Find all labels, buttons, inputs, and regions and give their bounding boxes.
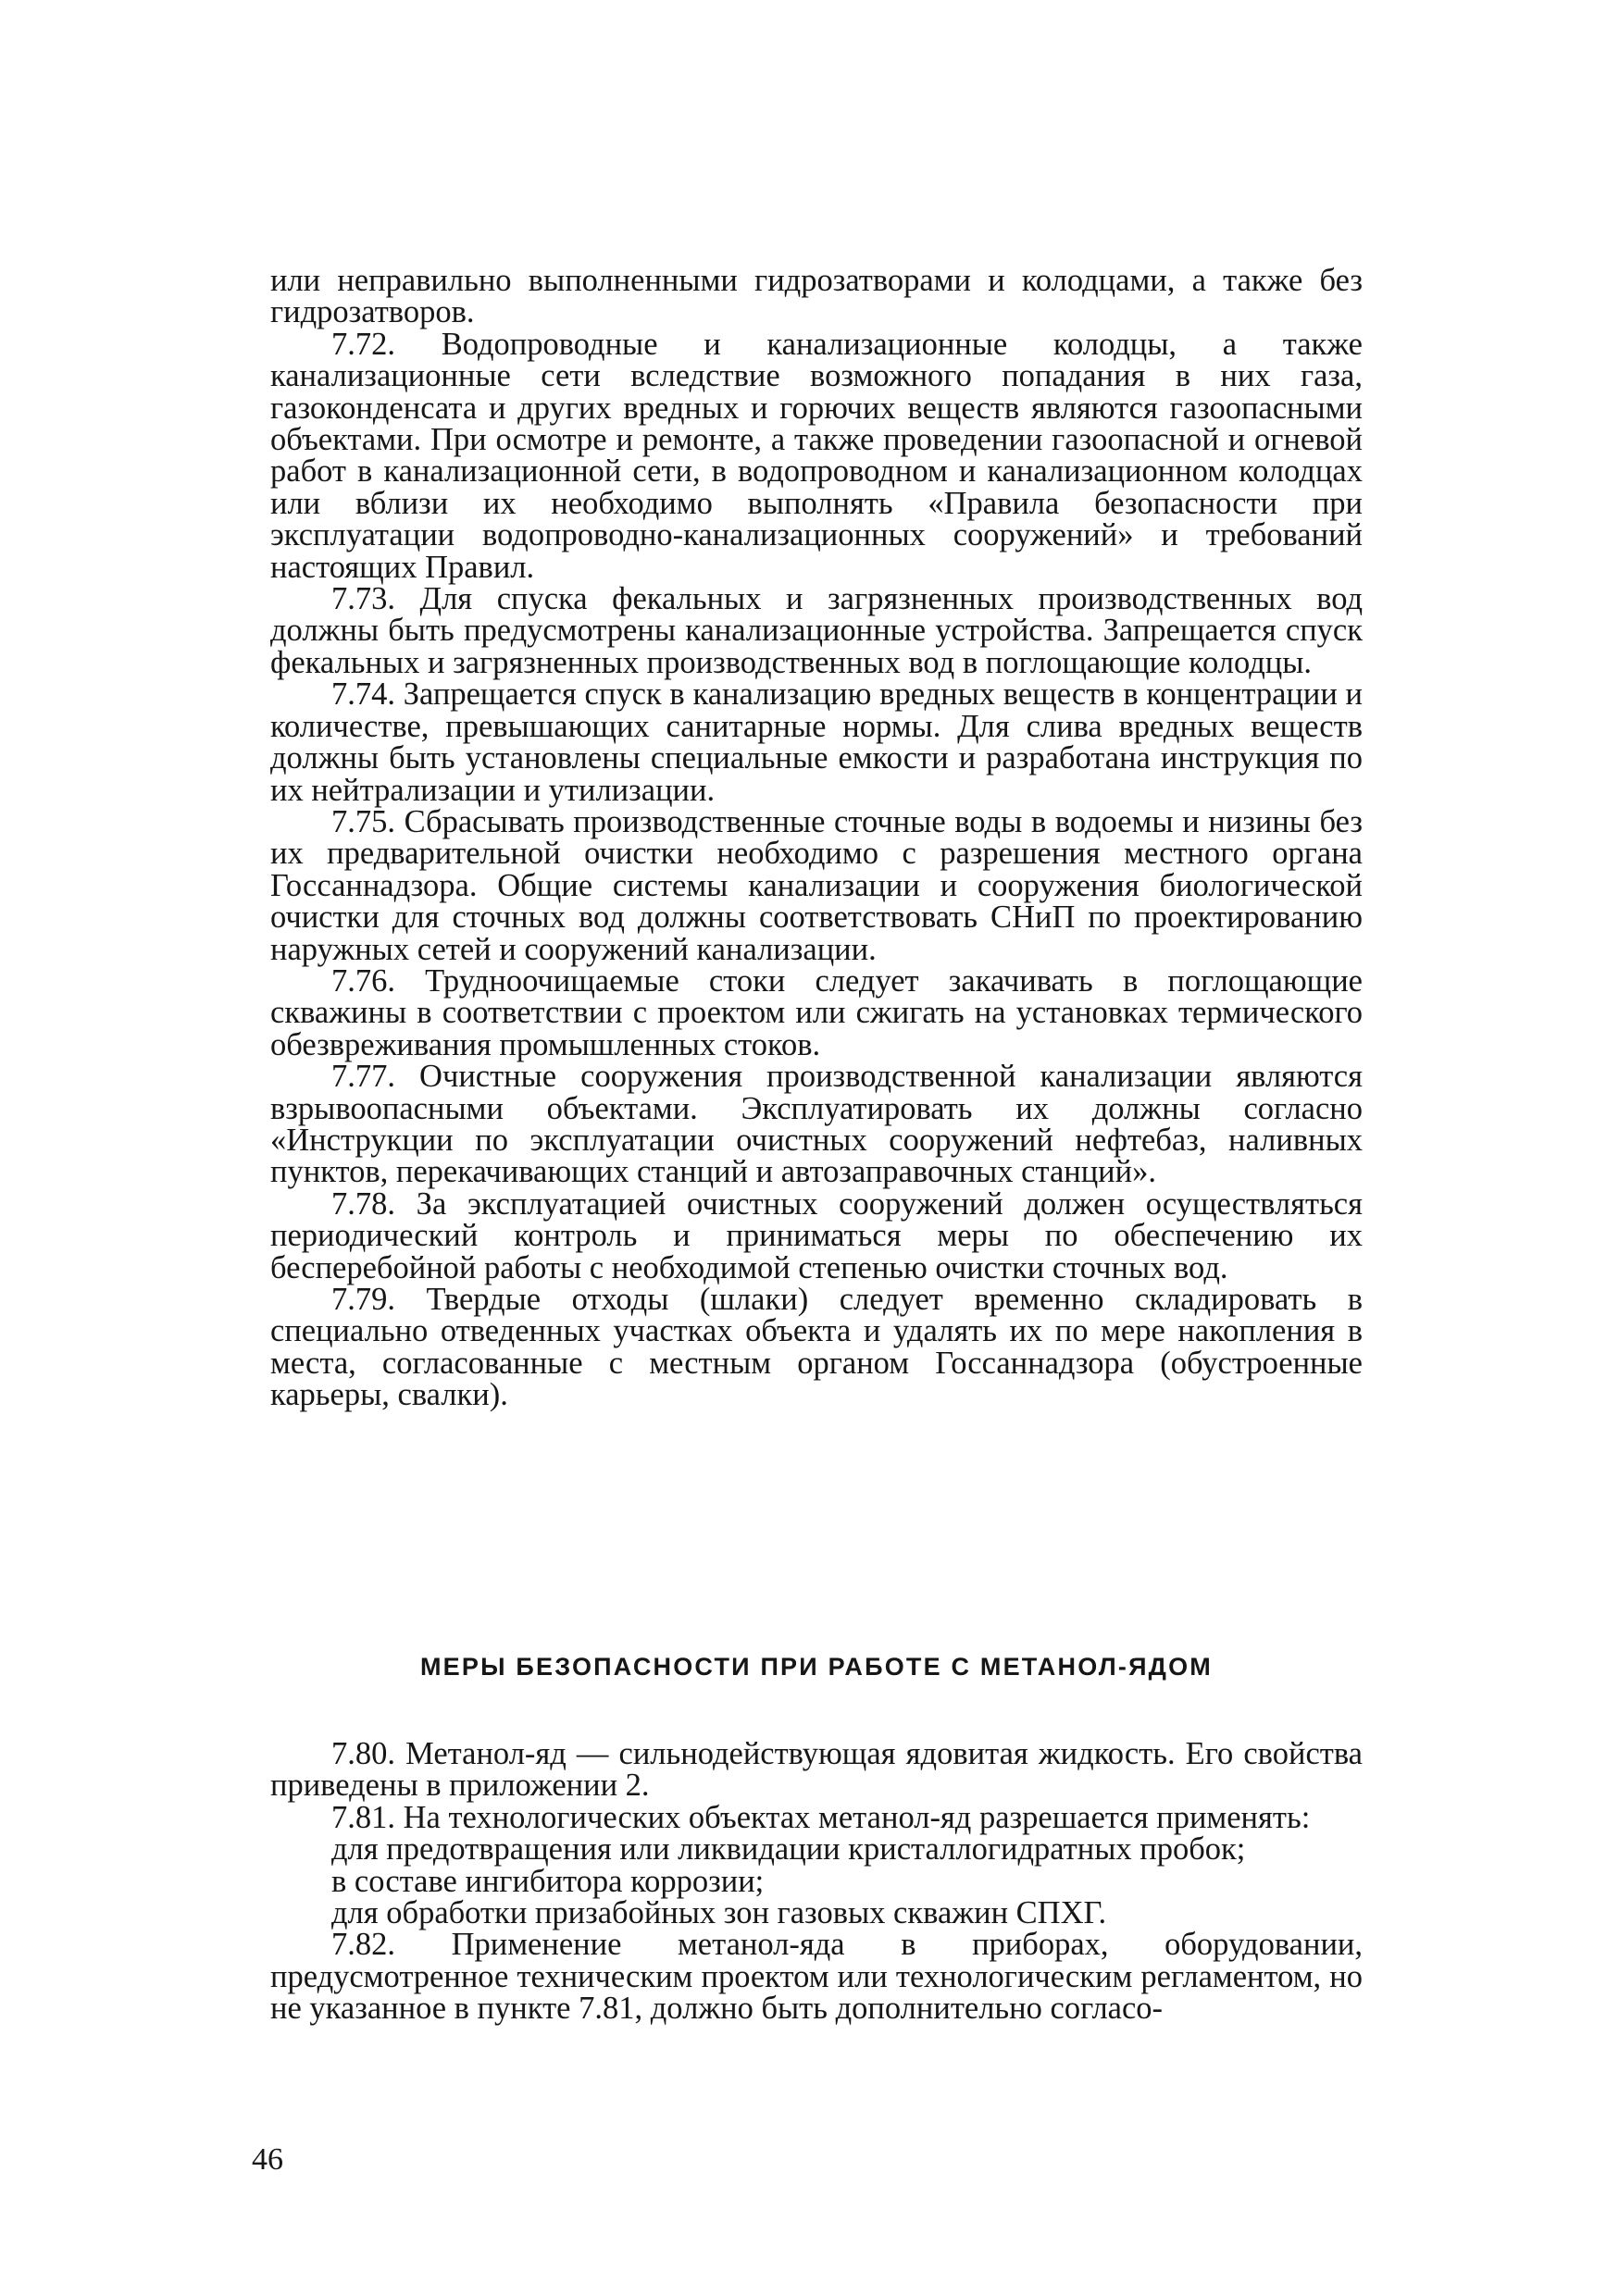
paragraph-7-73: 7.73. Для спуска фекальных и загрязненных производственных вод должны быть предусмотрены канализационные устройства. Запрещается спуск фекальных и загрязненных производственных вод в поглощающие колодцы. — [270, 581, 1363, 680]
paragraph-7-78: 7.78. За эксплуатацией очистных сооружений должен осуществляться периодический контроль и приниматься меры по обеспечению их бесперебойной работы с необходимой степенью очистки сточных вод. — [270, 1185, 1363, 1285]
paragraph-7-76: 7.76. Трудноочищаемые стоки следует закачивать в поглощающие скважины в соответствии с проектом или сжигать на установках термического обезвреживания промышленных стоков. — [270, 962, 1363, 1062]
list-item-obrabotka: для обработки призабойных зон газовых скважин СПХГ. — [331, 1895, 1107, 1931]
body-text-lower — [270, 1738, 1363, 2025]
section-heading: МЕРЫ БЕЗОПАСНОСТИ ПРИ РАБОТЕ С МЕТАНОЛ-ЯДОМ — [419, 1653, 1214, 1681]
paragraph-7-82: 7.82. Применение метанол-яда в приборах, оборудовании, предусмотренное техническим проектом или технологическим регламентом, но не указанное в пункте 7.81, должно быть дополнительно согласо- — [270, 1927, 1363, 2027]
list-item-probki: для предотвращения или ликвидации кристаллогидратных пробок; — [331, 1831, 1246, 1868]
paragraph-7-77: 7.77. Очистные сооружения производственной канализации являются взрывоопасными объектами. Эксплуатировать их должны согласно «Инструкции по эксплуатации очистных сооружений нефтебаз, наливных пунктов, перекачивающих станций и автозаправочных станций». — [270, 1059, 1363, 1190]
paragraph-7-81: 7.81. На технологических объектах метанол-яд разрешается применять: — [331, 1799, 1311, 1835]
paragraph-7-79: 7.79. Твердые отходы (шлаки) следует временно складировать в специально отведенных участках объекта и удалять их по мере накопления в места, согласованные с местным органом Госсаннадзора (обустроенные карьеры, свалки). — [270, 1282, 1363, 1413]
paragraph-7-80: 7.80. Метанол-яд — сильнодействующая ядовитая жидкость. Его свойства приведены в приложении 2. — [270, 1736, 1363, 1804]
page-number: 46 — [252, 2142, 283, 2177]
paragraph-7-74: 7.74. Запрещается спуск в канализацию вредных веществ в концентрации и количестве, превышающих санитарные нормы. Для слива вредных веществ должны быть установлены специальные емкости и разработана инструкция по их нейтрализации и утилизации. — [270, 676, 1363, 808]
body-text-upper — [270, 265, 1363, 1411]
list-item-ingibitor: в составе ингибитора коррозии; — [331, 1863, 765, 1899]
paragraph-7-72: 7.72. Водопроводные и канализационные колодцы, а также канализационные сети вследствие возможного попадания в них газа, газоконденсата и других вредных и горючих веществ являются газоопасными объектами. При осмотре и ремонте, а также проведении газоопасной и огневой работ в канализационной сети, в водопроводном и канализационном колодцах или вблизи их необходимо выполнять «Правила безопасности при эксплуатации водопроводно-канализационных сооружений» и требований настоящих Правил. — [270, 326, 1363, 585]
paragraph-7-75: 7.75. Сбрасывать производственные сточные воды в водоемы и низины без их предварительной очистки необходимо с разрешения местного органа Госсаннадзора. Общие системы канализации и сооружения биологической очистки для сточных вод должны соответствовать СНиП по проектированию наружных сетей и сооружений канализации. — [270, 803, 1363, 967]
paragraph-continuation: или неправильно выполненными гидрозатворами и колодцами, а также без гидрозатворов. — [270, 263, 1363, 330]
